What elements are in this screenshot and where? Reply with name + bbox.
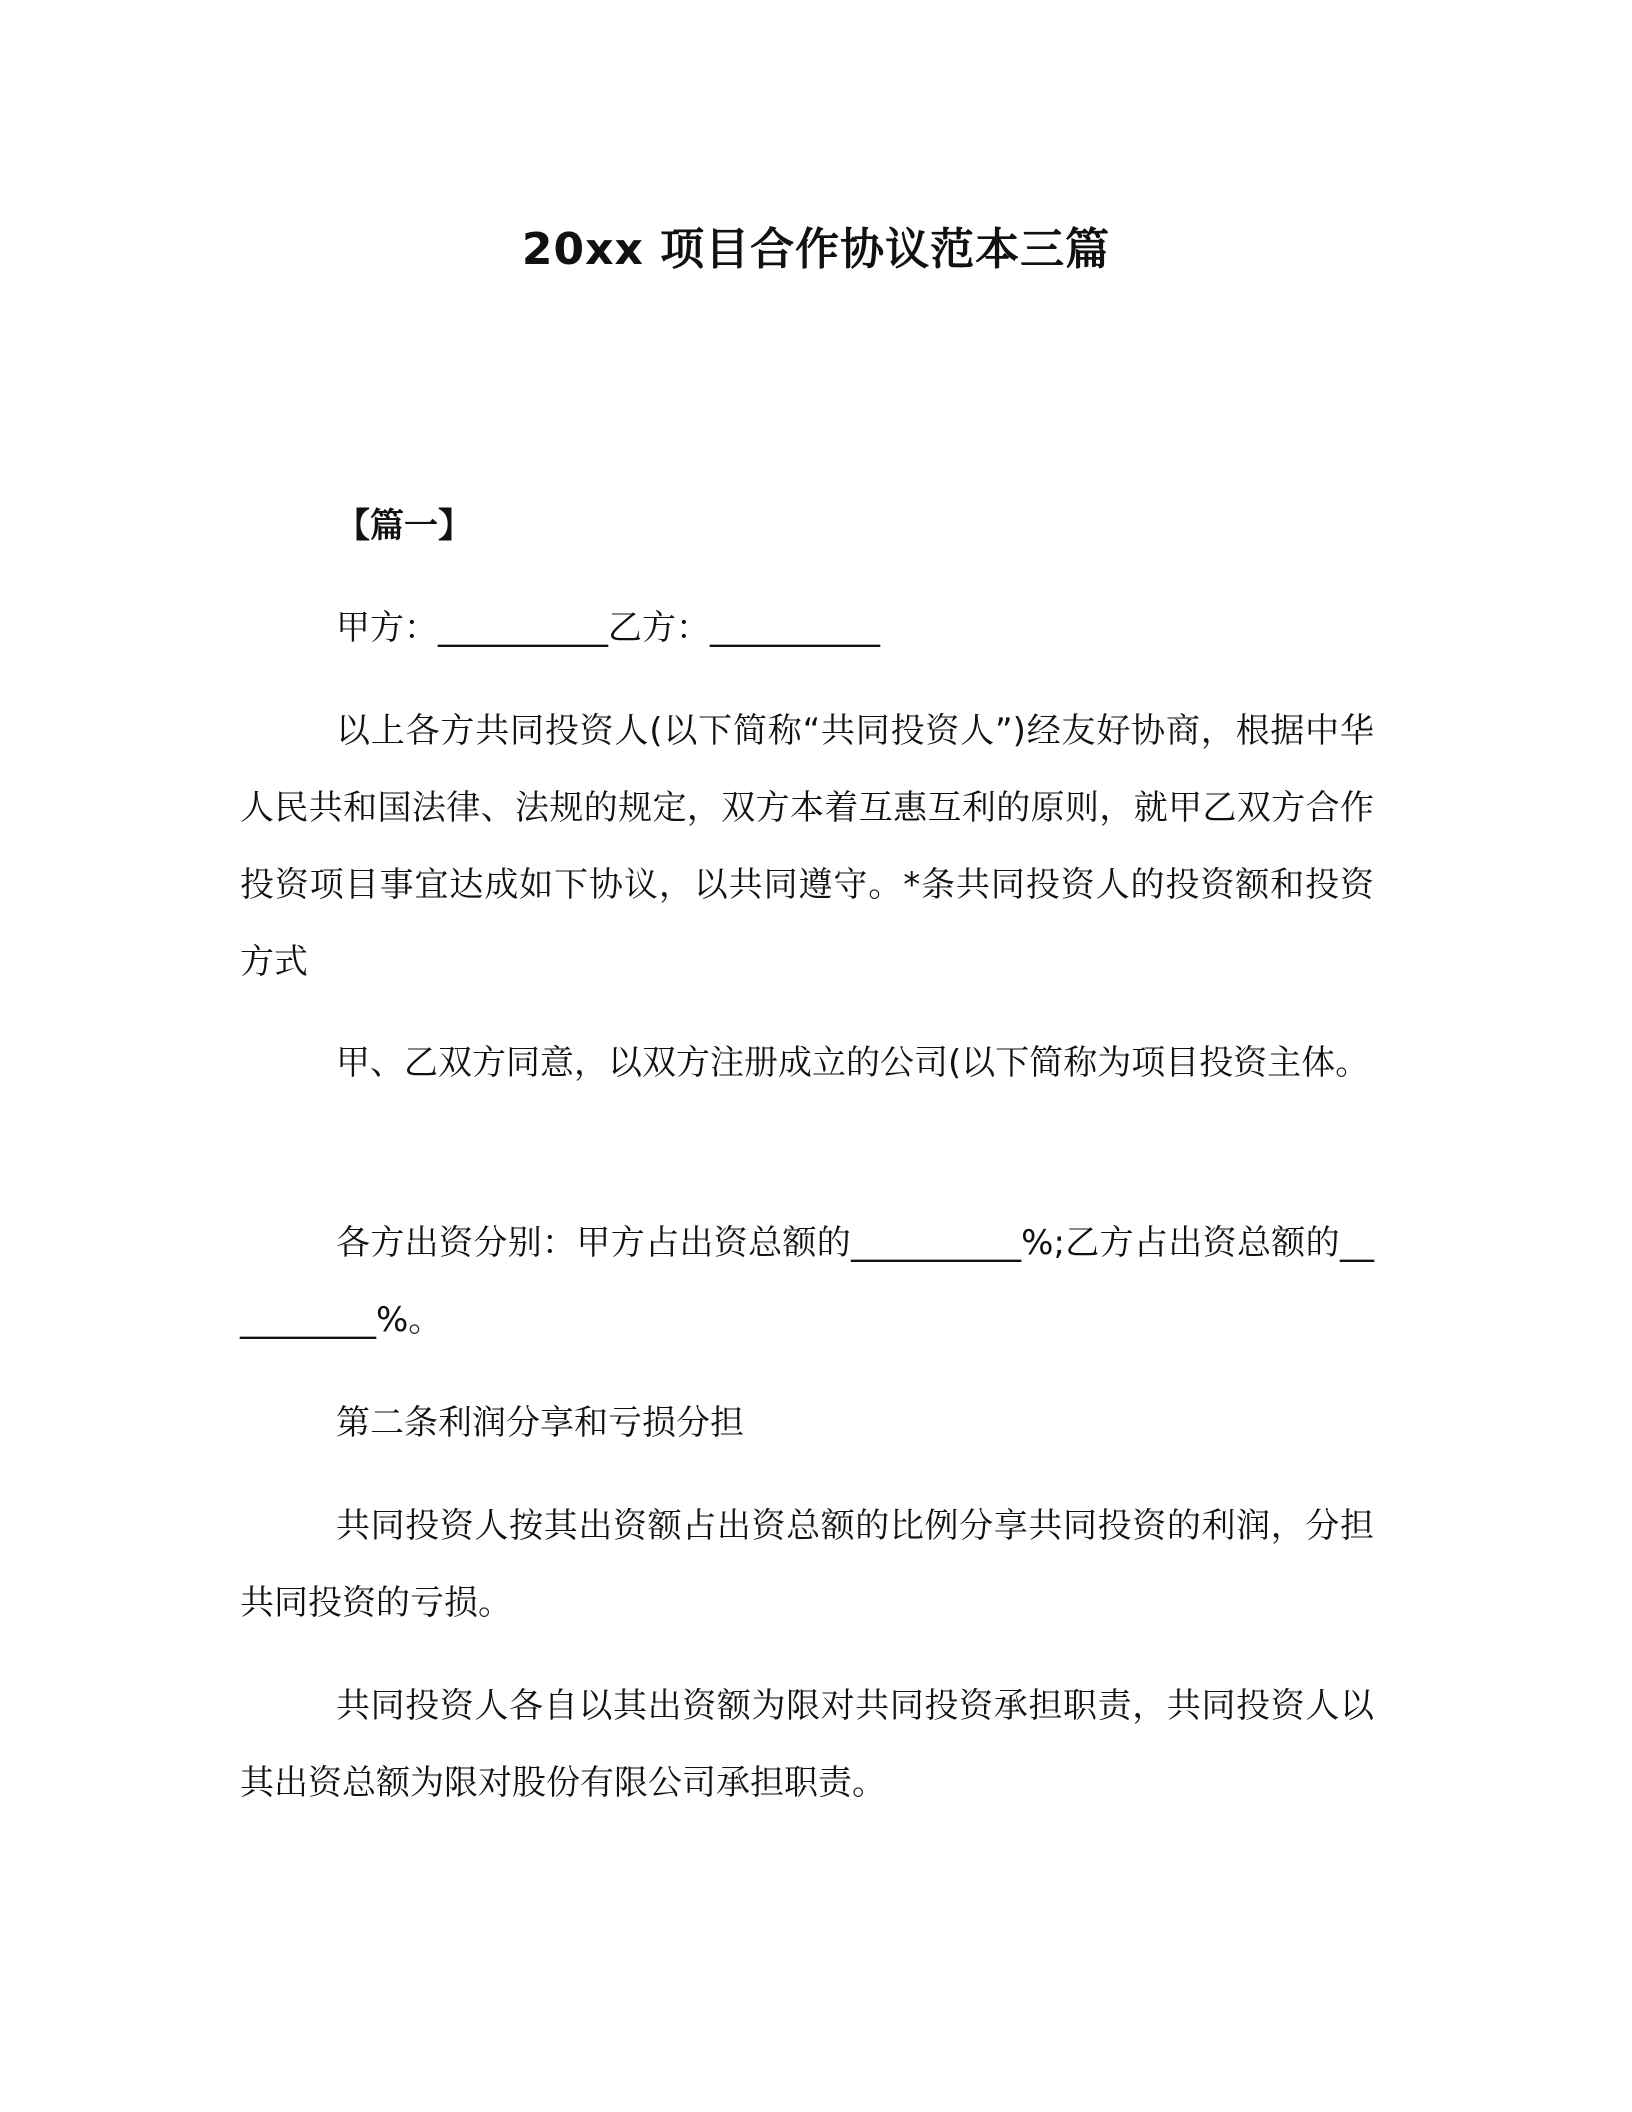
section-label: 【篇一】: [336, 506, 472, 546]
paragraph-liability: 共同投资人各自以其出资额为限对共同投资承担职责，共同投资人以其出资总额为限对股份有限公司承担职责。: [240, 1686, 1374, 1803]
paragraph-profit-sharing: 共同投资人按其出资额占出资总额的比例分享共同投资的利润，分担共同投资的亏损。: [240, 1506, 1374, 1623]
paragraph-investment-entity: 甲、乙双方同意，以双方注册成立的公司(以下简称为项目投资主体。: [336, 1043, 1370, 1083]
paragraph-contribution-ratio: 各方出资分别：甲方占出资总额的__________%;乙方占出资总额的__________%。: [240, 1223, 1374, 1340]
article-heading-profit-sharing: 第二条利润分享和亏损分担: [336, 1403, 744, 1443]
paragraph-intro: 以上各方共同投资人(以下简称“共同投资人”)经友好协商，根据中华人民共和国法律、法规的规定，双方本着互惠互利的原则，就甲乙双方合作投资项目事宜达成如下协议，以共同遵守。*条共同投资人的投资额和投资方式: [240, 711, 1374, 982]
party-line: 甲方：__________乙方：__________: [336, 608, 880, 648]
document-title: 20xx 项目合作协议范本三篇: [521, 224, 1111, 275]
